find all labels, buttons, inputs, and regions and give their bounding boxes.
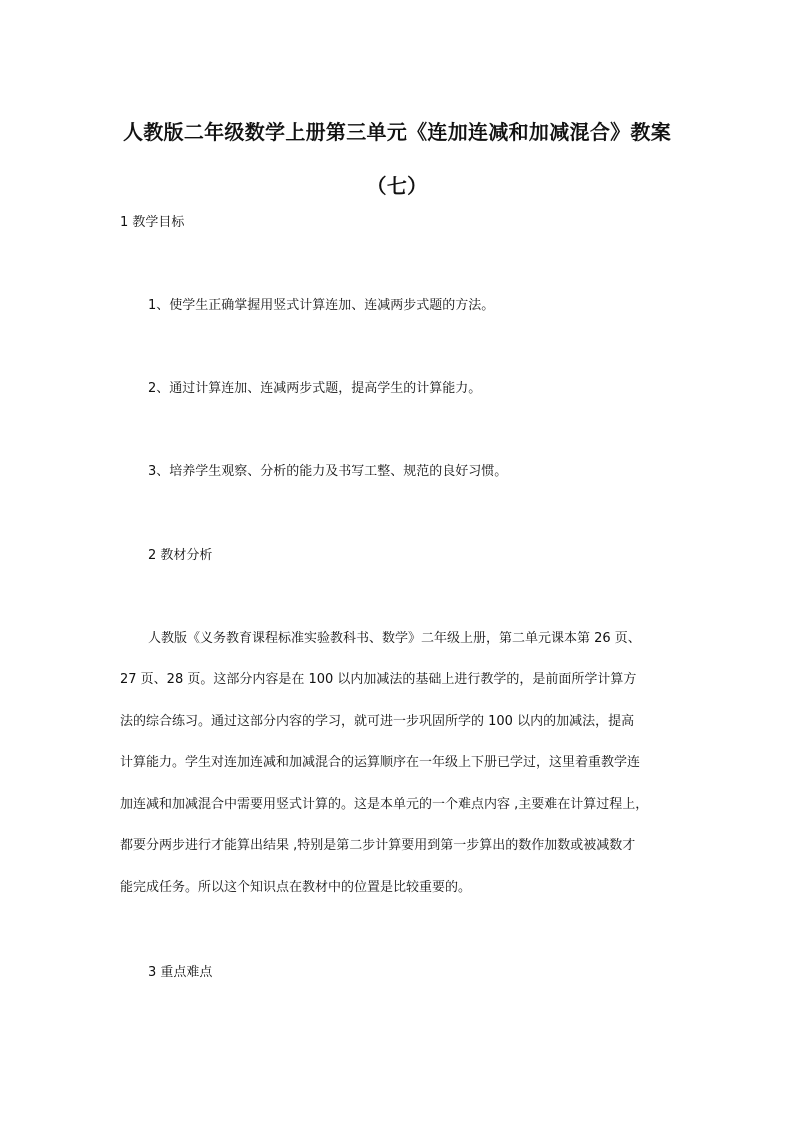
analysis-line: 法的综合练习。通过这部分内容的学习，就可进一步巩固所学的 100 以内的加减法，提高 — [120, 714, 635, 729]
analysis-line: 计算能力。学生对连加连减和加减混合的运算顺序在一年级上下册已学过，这里着重教学连 — [120, 755, 641, 770]
document-title: 人教版二年级数学上册第三单元《连加连减和加减混合》教案 — [122, 120, 672, 144]
section-heading-teaching-objectives: 1 教学目标 — [120, 215, 185, 230]
section-heading-key-difficulties: 3 重点难点 — [148, 965, 213, 980]
objective-item-3: 3、培养学生观察、分析的能力及书写工整、规范的良好习惯。 — [148, 464, 508, 479]
analysis-paragraph — [120, 627, 680, 897]
analysis-line: 27 页、28 页。这部分内容是在 100 以内加减法的基础上进行教学的，是前面所学计算方 — [120, 672, 637, 687]
analysis-line: 都要分两步进行才能算出结果 ,特别是第二步计算要用到第一步算出的数作加数或被减数才 — [120, 838, 636, 853]
document-title-subline: （七） — [366, 174, 428, 198]
analysis-line: 能完成任务。所以这个知识点在教材中的位置是比较重要的。 — [120, 880, 472, 895]
analysis-line: 人教版《义务教育课程标准实验教科书、数学》二年级上册，第二单元课本第 26 页、 — [148, 631, 641, 646]
analysis-line: 加连减和加减混合中需要用竖式计算的。这是本单元的一个难点内容 ,主要难在计算过程上， — [120, 797, 649, 812]
section-heading-material-analysis: 2 教材分析 — [148, 548, 213, 563]
objective-item-1: 1、使学生正确掌握用竖式计算连加、连减两步式题的方法。 — [148, 298, 495, 313]
objective-item-2: 2、通过计算连加、连减两步式题，提高学生的计算能力。 — [148, 381, 482, 396]
